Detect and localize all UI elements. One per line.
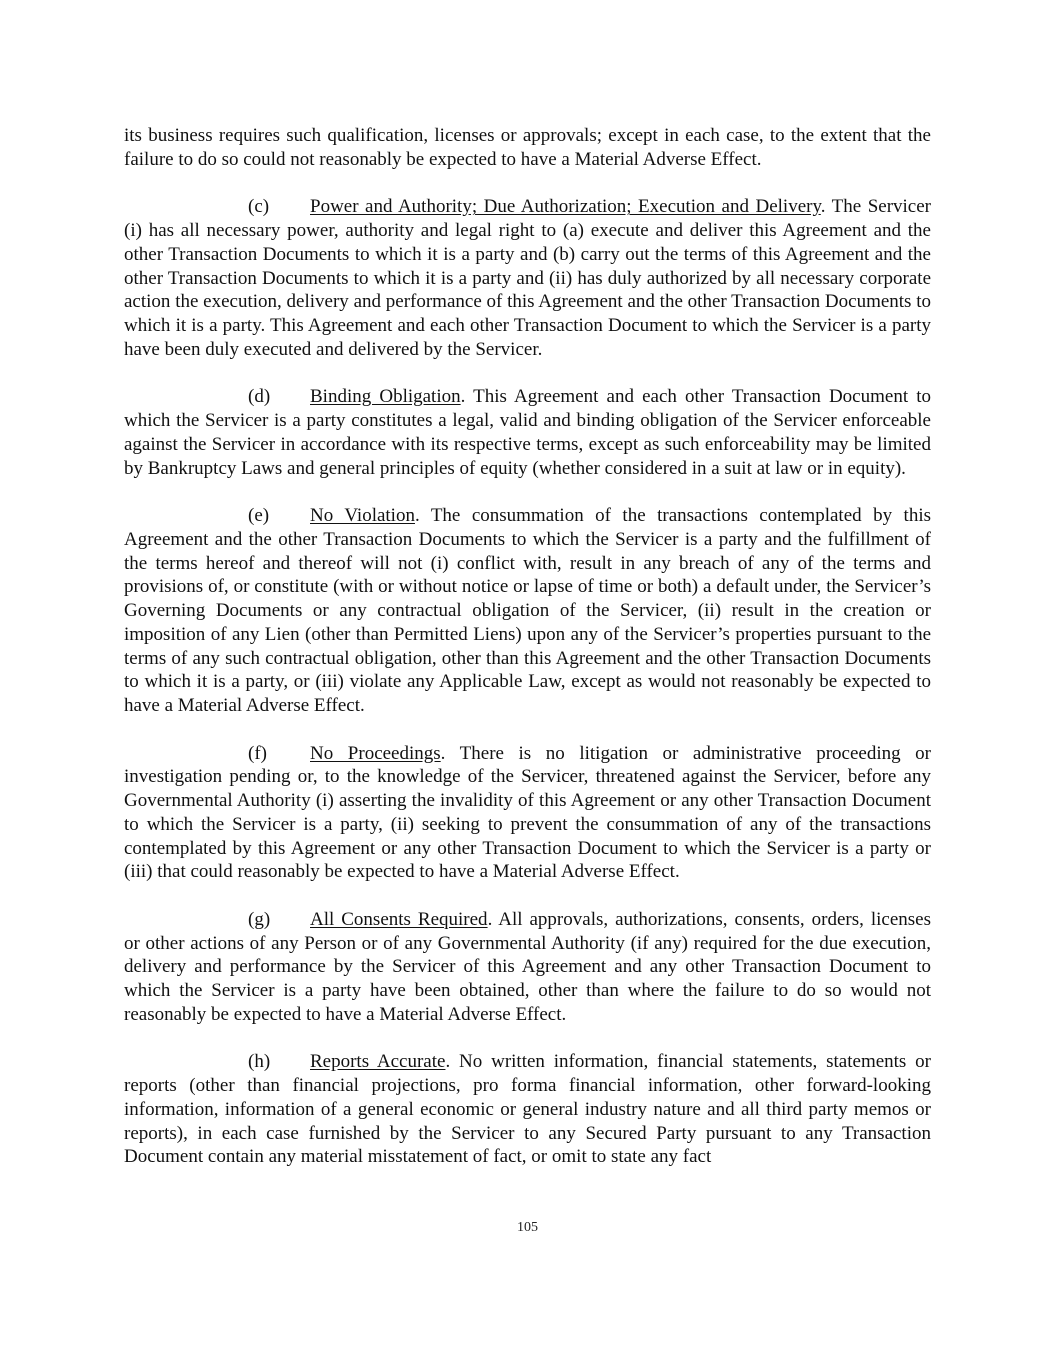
document-page — [124, 124, 931, 1193]
section-c — [124, 195, 931, 361]
section-label: (d) — [248, 386, 271, 408]
section-label: (h) — [248, 1051, 271, 1073]
section-e — [124, 504, 931, 718]
section-label: (g) — [248, 908, 271, 930]
section-body: . There is no litigation or administrative proceeding or investigation pending or, to the knowledge of the Servicer, threatened against the Servicer, before any Governmental Authority (i) asserting the invalidity of this Agreement or any other Transaction Document to which the Servicer is a party, (ii) seeking to prevent the consummation of any of the transactions contemplated by this Agreement or any other Transaction Document to which the Servicer is a party or (iii) that could reasonably be expected to have a Material Adverse Effect. — [124, 742, 931, 883]
section-heading: No Violation — [310, 505, 415, 526]
continuation-paragraph: its business requires such qualification, licenses or approvals; except in each case, to the extent that the failure to do so could not reasonably be expected to have a Material Adverse Effect. — [124, 125, 931, 170]
section-body: . No written information, financial statements, statements or reports (other than financial projections, pro forma financial information, other forward-looking information, information of a general economic or general industry nature and all third party memos or reports), in each case furnished by the Servicer to any Secured Party pursuant to any Transaction Document contain any material misstatement of fact, or omit to state any fact — [124, 1051, 931, 1168]
page-number: 105 — [517, 1220, 538, 1235]
section-heading: Reports Accurate — [310, 1051, 446, 1073]
section-h — [124, 1050, 931, 1169]
section-d — [124, 385, 931, 480]
section-f — [124, 742, 931, 885]
section-heading: Power and Authority; Due Authorization; Execution and Delivery — [310, 196, 821, 218]
section-heading: No Proceedings — [310, 742, 441, 764]
section-heading: Binding Obligation — [310, 386, 461, 408]
section-label: (e) — [248, 505, 270, 526]
section-body: . The Servicer (i) has all necessary power, authority and legal right to (a) execute and deliver this Agreement and the other Transaction Documents to which it is a party and (b) carry out the terms of this Agreement and the other Transaction Documents to which it is a party and (ii) has duly authorized by all necessary corporate action the execution, delivery and performance of this Agreement and the other Transaction Documents to which it is a party. This Agreement and each other Transaction Document to which the Servicer is a party have been duly executed and delivered by the Servicer. — [124, 196, 932, 360]
section-body: . All approvals, authorizations, consents, orders, licenses or other actions of any Person or of any Governmental Authority (if any) required for the due execution, delivery and performance by the Servicer of this Agreement and any other Transaction Document to which the Servicer is a party have been obtained, other than where the failure to do so would not reasonably be expected to have a Material Adverse Effect. — [124, 908, 931, 1025]
section-body: . The consummation of the transactions contemplated by this Agreement and the other Transaction Documents to which the Servicer is a party and the fulfillment of the terms hereof and thereof will not (i) conflict with, result in any breach of any of the terms and provisions of, or constitute (with or without notice or lapse of time or both) a default under, the Servicer’s Governing Documents or any contractual obligation of the Servicer, (ii) result in the creation or imposition of any Lien (other than Permitted Liens) upon any of the Servicer’s properties pursuant to the terms of any such contractual obligation, other than this Agreement and the other Transaction Documents to which it is a party, or (iii) violate any Applicable Law, except as would not reasonably be expected to have a Material Adverse Effect. — [124, 505, 931, 716]
section-label: (c) — [248, 196, 270, 218]
section-body: . This Agreement and each other Transaction Document to which the Servicer is a party constitutes a legal, valid and binding obligation of the Servicer enforceable against the Servicer in accordance with its respective terms, except as such enforceability may be limited by Bankruptcy Laws and general principles of equity (whether considered in a suit at law or in equity). — [124, 386, 931, 479]
section-heading: All Consents Required — [310, 908, 488, 930]
section-label: (f) — [248, 742, 267, 764]
section-g — [124, 908, 931, 1027]
